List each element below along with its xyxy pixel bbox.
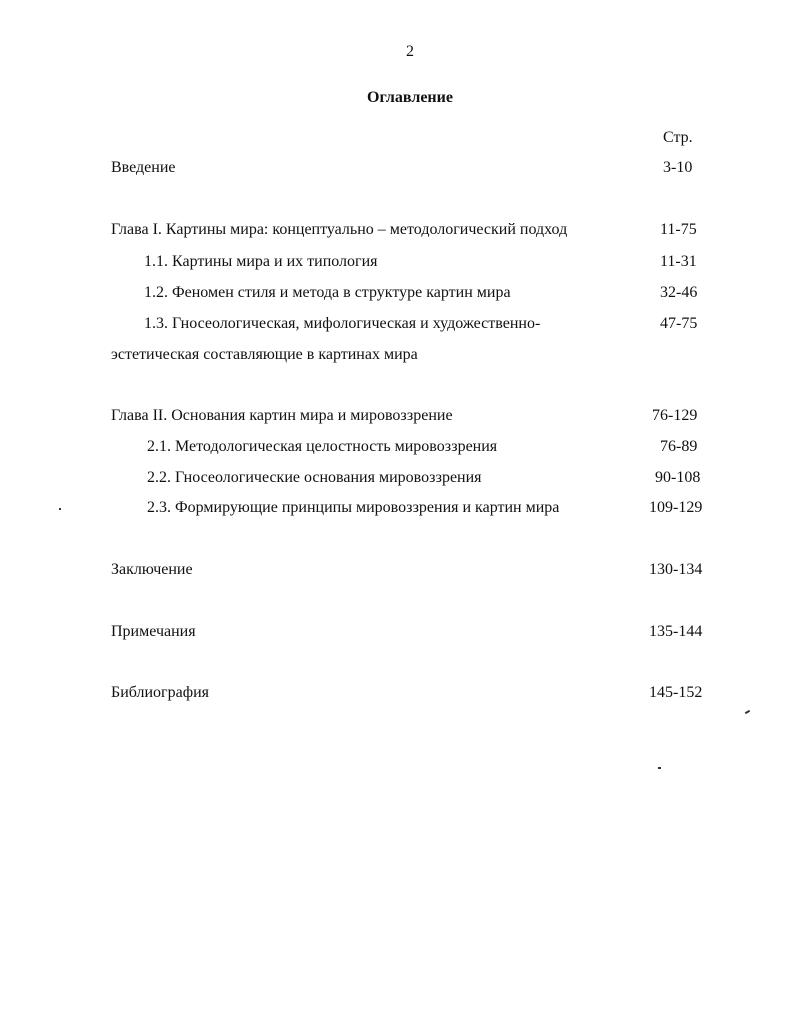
toc-entry-title: Глава I. Картины мира: концептуально – методологический подход xyxy=(111,221,568,238)
toc-entry-title: 1.3. Гносеологическая, мифологическая и художественно- xyxy=(144,315,541,332)
toc-entry-title: Библиография xyxy=(111,684,209,701)
toc-entry-pages: 109-129 xyxy=(649,499,703,516)
toc-entry-title: 2.2. Гносеологические основания мировоззрения xyxy=(147,469,482,486)
page-number: 2 xyxy=(406,43,414,60)
toc-entry-title: 2.3. Формирующие принципы мировоззрения и картин мира xyxy=(147,499,560,516)
toc-entry-pages: 90-108 xyxy=(655,469,701,486)
toc-entry-title: 1.1. Картины мира и их типология xyxy=(144,253,378,270)
pages-column-header: Стр. xyxy=(663,129,693,146)
toc-entry-pages: 130-134 xyxy=(649,561,703,578)
page-title: Оглавление xyxy=(367,89,453,106)
scan-speck xyxy=(745,710,750,714)
toc-entry-pages: 11-31 xyxy=(660,253,697,270)
toc-entry-title: 1.2. Феномен стиля и метода в структуре картин мира xyxy=(144,284,511,301)
toc-entry-pages: 135-144 xyxy=(649,623,703,640)
scan-speck xyxy=(658,767,661,769)
toc-entry-pages: 11-75 xyxy=(660,221,697,238)
toc-entry-pages: 3-10 xyxy=(663,159,693,176)
toc-entry-pages: 145-152 xyxy=(649,684,703,701)
scan-speck xyxy=(59,508,61,510)
toc-entry-pages: 32-46 xyxy=(660,284,698,301)
toc-entry-pages: 47-75 xyxy=(660,315,698,332)
toc-entry-title: 2.1. Методологическая целостность мировоззрения xyxy=(147,438,498,455)
toc-entry-pages: 76-89 xyxy=(660,438,698,455)
toc-entry-title: Заключение xyxy=(111,561,193,578)
toc-entry-title-continuation: эстетическая составляющие в картинах мира xyxy=(111,346,418,363)
toc-entry-title: Глава II. Основания картин мира и мировоззрение xyxy=(111,407,453,424)
toc-entry-title: Примечания xyxy=(111,623,196,640)
toc-entry-title: Введение xyxy=(111,159,176,176)
toc-entry-pages: 76-129 xyxy=(652,407,698,424)
